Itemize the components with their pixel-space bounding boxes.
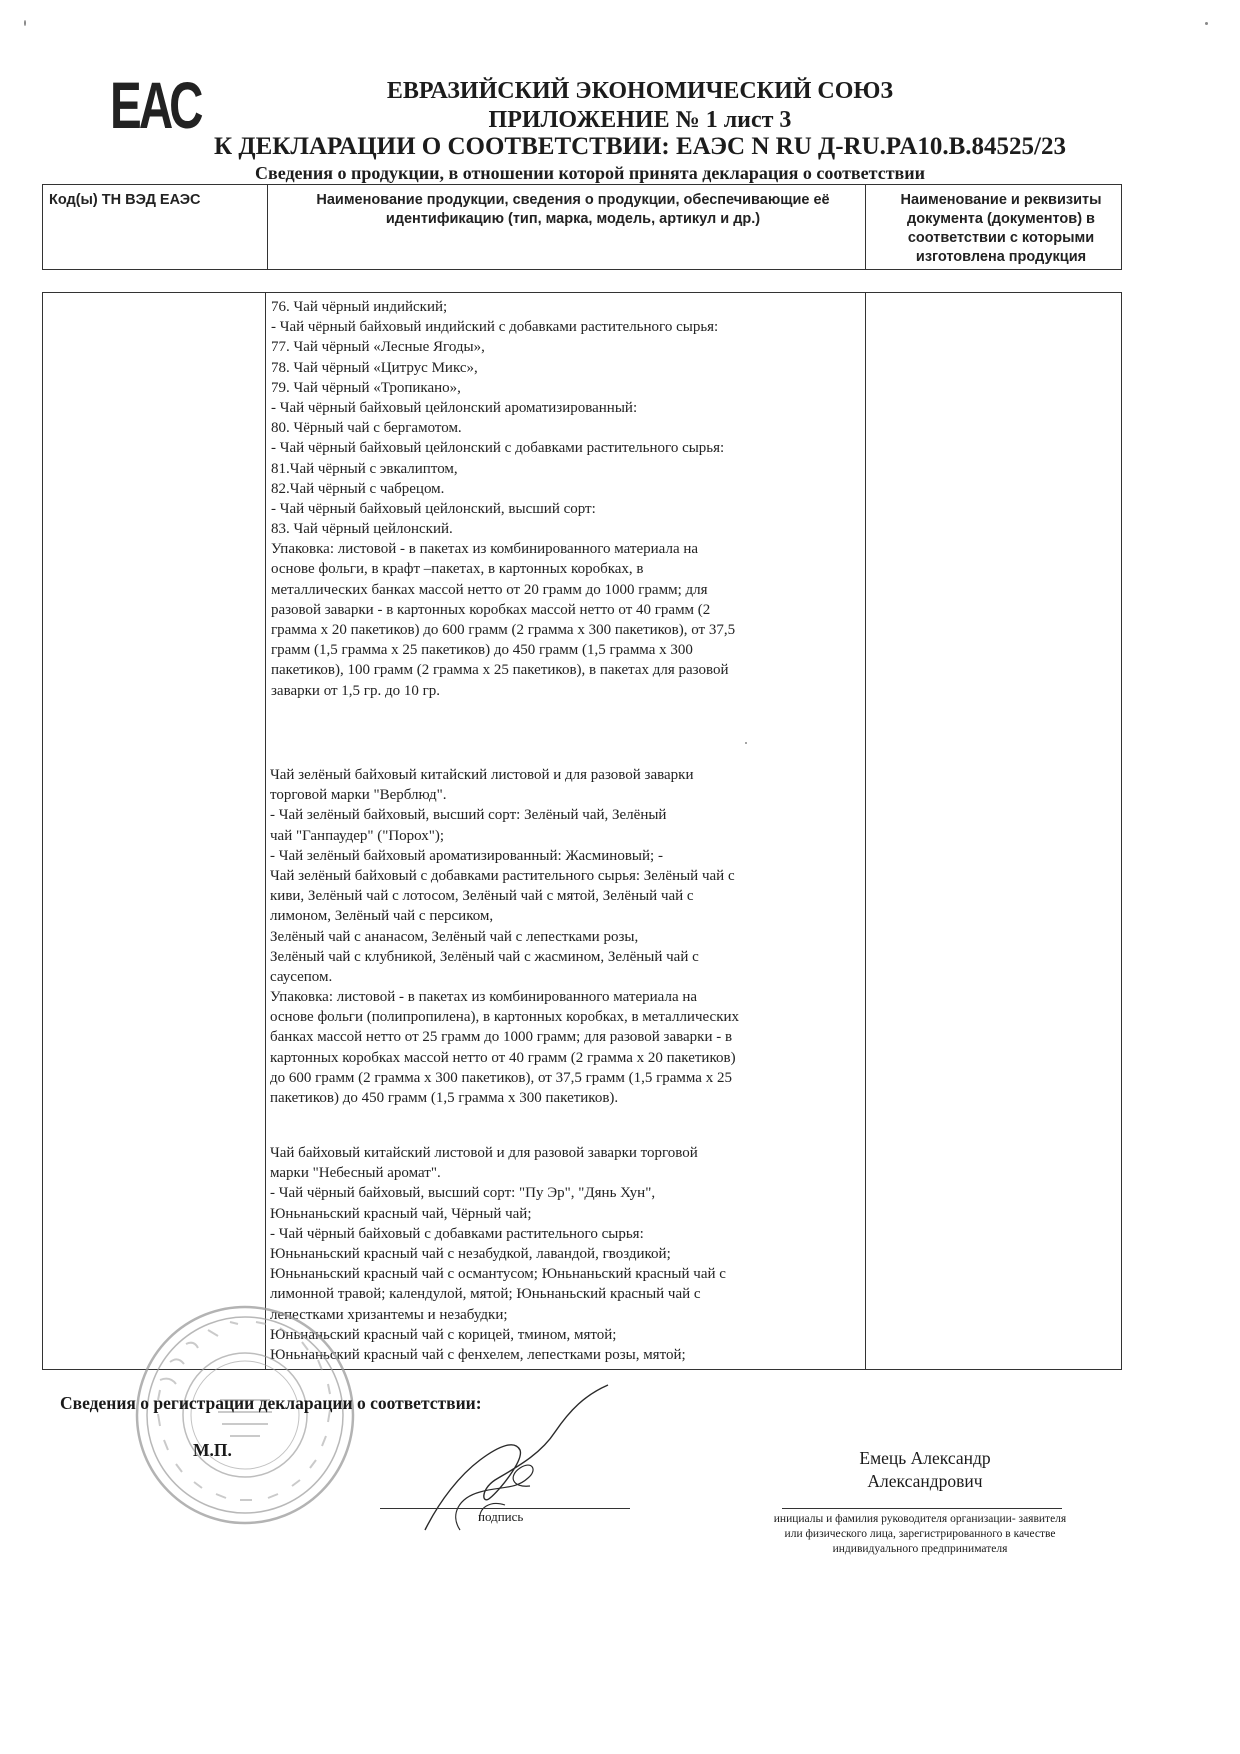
- table-header: [42, 184, 1122, 270]
- text-line: 76. Чай чёрный индийский;: [271, 299, 448, 315]
- text-line: 78. Чай чёрный «Цитрус Микс»,: [271, 359, 478, 376]
- text-line: 79. Чай чёрный «Тропикано»,: [271, 379, 461, 396]
- text-line: - Чай чёрный байховый, высший сорт: "Пу Эр", "Дянь Хун",: [270, 1185, 656, 1202]
- text-line: разовой заварки - в картонных коробках массой нетто от 40 грамм (2: [271, 601, 711, 618]
- text-line: 83. Чай чёрный цейлонский.: [271, 521, 453, 538]
- text-line: банках массой нетто от 25 грамм до 1000 грамм; для разовой заварки - в: [270, 1029, 733, 1046]
- text-line: Юньнаньский красный чай с фенхелем, лепестками розы, мятой;: [270, 1346, 686, 1363]
- text-line: Зелёный чай с ананасом, Зелёный чай с лепестками розы,: [270, 928, 639, 945]
- product-list-black-tea: [271, 297, 735, 701]
- text-line: Чай зелёный байховый с добавками растительного сырья: Зелёный чай с: [270, 867, 735, 884]
- text-line: чай "Ганпаудер" ("Порох");: [270, 827, 445, 844]
- round-seal-stamp: [130, 1300, 360, 1530]
- scan-speck: [1205, 22, 1208, 25]
- text-line: - Чай чёрный байховый цейлонский, высший сорт:: [271, 500, 596, 517]
- name-caption: инициалы и фамилия руководителя организации- заявителя или физического лица, зарегистрированного в качестве индивидуального предпринимателя: [773, 1513, 1067, 1555]
- text-line: 81.Чай чёрный с эвкалиптом,: [271, 460, 458, 477]
- column-header-hs-codes: Код(ы) ТН ВЭД ЕАЭС: [49, 192, 201, 208]
- scan-speck: [24, 20, 26, 26]
- text-line: грамм (1,5 грамма х 25 пакетиков) до 450 грамм (1,5 грамма х 300: [271, 642, 693, 659]
- signer-name-surname: Емець Александр: [859, 1448, 991, 1468]
- text-line: до 600 грамм (2 грамма х 300 пакетиков), от 37,5 грамм (1,5 грамма х 25: [270, 1069, 732, 1086]
- text-line: лимонной травой; календулой, мятой; Юньнаньский красный чай с: [270, 1286, 701, 1303]
- text-line: - Чай чёрный байховый с добавками растительного сырья:: [270, 1225, 644, 1242]
- text-line: основе фольги (полипропилена), в картонных коробках, в металлических: [270, 1009, 740, 1026]
- text-line: Юньнаньский красный чай с незабудкой, лавандой, гвоздикой;: [270, 1245, 671, 1262]
- text-line: грамма х 20 пакетиков) до 600 грамм (2 грамма х 300 пакетиков), от 37,5: [271, 622, 736, 638]
- text-line: Юньнаньский красный чай с османтусом; Юньнаньский красный чай с: [270, 1266, 726, 1283]
- text-line: Зелёный чай с клубникой, Зелёный чай с жасмином, Зелёный чай с: [270, 948, 699, 965]
- text-line: картонных коробках массой нетто от 40 грамм (2 грамма х 20 пакетиков): [270, 1049, 736, 1066]
- text-line: торговой марки "Верблюд".: [270, 787, 447, 804]
- text-line: заварки от 1,5 гр. до 10 гр.: [271, 682, 440, 699]
- column-header-product-name: Наименование продукции, сведения о продукции, обеспечивающие её идентификацию (тип, марка, модель, артикул и др.): [316, 192, 830, 227]
- name-line: [782, 1508, 1062, 1509]
- text-line: Упаковка: листовой - в пакетах из комбинированного материала на: [270, 989, 698, 1006]
- text-line: Юньнаньский красный чай, Чёрный чай;: [270, 1205, 532, 1222]
- appendix-title: ПРИЛОЖЕНИЕ № 1 лист 3: [488, 107, 792, 133]
- text-line: - Чай зелёный байховый ароматизированный: Жасминовый; -: [270, 847, 663, 864]
- column-divider: [265, 293, 266, 1369]
- text-line: - Чай чёрный байховый цейлонский с добавками растительного сырья:: [271, 440, 725, 457]
- text-line: Чай зелёный байховый китайский листовой и для разовой заварки: [270, 767, 694, 783]
- text-line: 82.Чай чёрный с чабрецом.: [271, 480, 445, 497]
- registration-info-label: Сведения о регистрации декларации о соответствии:: [60, 1393, 482, 1413]
- signature-caption: подпись: [478, 1509, 524, 1524]
- column-header-documents: Наименование и реквизиты документа (документов) в соответствии с которыми изготовлена продукция: [900, 192, 1102, 265]
- text-line: Упаковка: листовой - в пакетах из комбинированного материала на: [271, 541, 699, 558]
- text-line: 77. Чай чёрный «Лесные Ягоды»,: [271, 339, 485, 356]
- column-divider: [865, 293, 866, 1369]
- seal-place-label: М.П.: [193, 1440, 232, 1460]
- text-line: Чай байховый китайский листовой и для разовой заварки торговой: [270, 1145, 698, 1161]
- text-line: Юньнаньский красный чай с корицей, тмином, мятой;: [270, 1326, 617, 1343]
- signer-name-patronymic: Александрович: [867, 1471, 983, 1491]
- eac-logo: ЕАС: [110, 68, 201, 142]
- text-line: 80. Чёрный чай с бергамотом.: [271, 420, 462, 437]
- product-list-green-tea-verblud: [270, 765, 739, 1108]
- text-line: - Чай зелёный байховый, высший сорт: Зелёный чай, Зелёный: [270, 807, 667, 824]
- text-line: лимоном, Зелёный чай с персиком,: [270, 908, 494, 925]
- text-line: основе фольги, в крафт –пакетах, в картонных коробках, в: [271, 561, 644, 578]
- text-line: лепестками хризантемы и незабудки;: [270, 1306, 508, 1323]
- product-info-subtitle: Сведения о продукции, в отношении которой принята декларация о соответствии: [254, 163, 926, 183]
- text-line: саусепом.: [270, 968, 333, 985]
- text-line: - Чай чёрный байховый цейлонский ароматизированный:: [271, 399, 638, 416]
- text-line: пакетиков), 100 грамм (2 грамма х 25 пакетиков), в пакетах для разовой: [271, 662, 729, 679]
- text-line: металлических банках массой нетто от 20 грамм до 1000 грамм; для: [271, 581, 708, 598]
- text-line: киви, Зелёный чай с лотосом, Зелёный чай с мятой, Зелёный чай с: [270, 888, 694, 905]
- text-line: марки "Небесный аромат".: [270, 1165, 441, 1182]
- table-body: [42, 292, 1122, 1370]
- text-line: - Чай чёрный байховый индийский с добавками растительного сырья:: [271, 319, 719, 336]
- text-line: пакетиков) до 450 грамм (1,5 грамма х 300 пакетиков).: [270, 1090, 619, 1106]
- declaration-number-title: К ДЕКЛАРАЦИИ О СООТВЕТСТВИИ: ЕАЭС N RU Д-RU.PA10.B.84525/23: [214, 133, 1066, 160]
- union-title: ЕВРАЗИЙСКИЙ ЭКОНОМИЧЕСКИЙ СОЮЗ: [386, 78, 894, 104]
- scan-speck: [745, 742, 747, 744]
